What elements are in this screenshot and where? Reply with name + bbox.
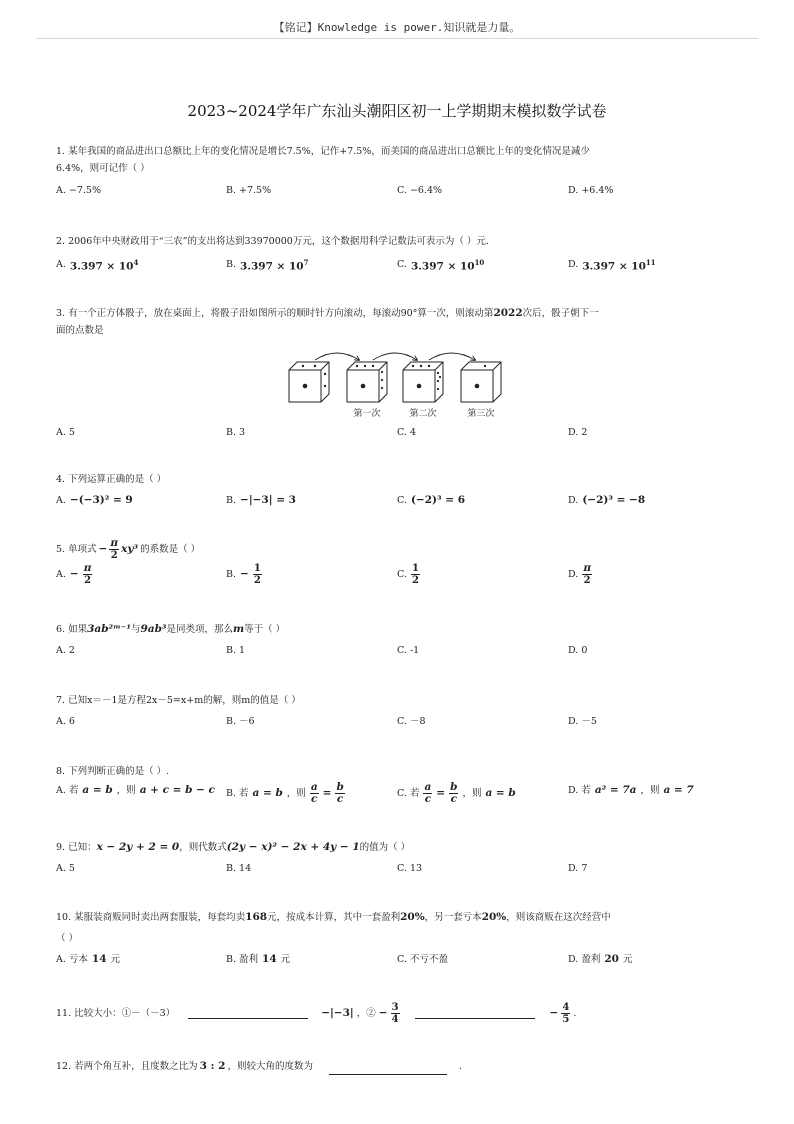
math-exponent: 11 xyxy=(645,258,656,267)
roll-arrow-1 xyxy=(315,353,359,360)
text: B. 若 xyxy=(226,788,249,799)
text: A. 若 xyxy=(56,785,79,796)
option-math: −(−3)² = 9 xyxy=(69,494,133,506)
text: 是同类项，那么 xyxy=(166,624,234,635)
q1-options xyxy=(56,182,746,204)
dice-4 xyxy=(461,362,501,402)
text: ，则该商贩在这次经营中 xyxy=(506,912,611,923)
option-math xyxy=(582,254,655,276)
q5-option-d xyxy=(568,563,592,586)
math: a + c = b − c xyxy=(139,784,215,796)
question-12 xyxy=(56,1058,746,1075)
text: ，则 xyxy=(116,785,136,796)
q3-options xyxy=(56,424,746,446)
math-base: 3.397 × 10 xyxy=(582,260,646,273)
q10-options xyxy=(56,951,746,973)
q9-option-b: B. 14 xyxy=(226,863,252,874)
option-label: C. xyxy=(397,259,407,271)
text: ，则 xyxy=(462,788,482,799)
q3-option-b: B. 3 xyxy=(226,427,246,438)
text: D. 盈利 xyxy=(568,954,601,965)
fraction xyxy=(253,563,262,586)
roll-arrow-2 xyxy=(373,353,417,360)
option-math xyxy=(240,254,308,276)
numerator: π xyxy=(110,537,119,549)
math-expr: −|−3| xyxy=(321,1007,354,1019)
denominator: 5 xyxy=(562,1014,570,1025)
q7-option-a: A. 6 xyxy=(56,716,75,727)
q4-options xyxy=(56,492,746,514)
fraction xyxy=(449,782,458,805)
option-label: D. xyxy=(568,259,579,271)
equals: = xyxy=(322,787,332,799)
text: 3. 有一个正方体骰子，放在桌面上，将骰子沿如图所示的顺时针方向滚动，每滚动90°算一次，则滚动第 xyxy=(56,308,494,319)
denominator: c xyxy=(424,793,432,805)
option-label: B. xyxy=(226,569,237,580)
option-label: C. xyxy=(397,495,407,506)
fraction xyxy=(411,563,420,586)
denominator: c xyxy=(450,793,457,805)
equals: = xyxy=(436,787,446,799)
question-10 xyxy=(56,909,746,973)
dice-3 xyxy=(403,362,443,402)
q10-option-c: C. 不亏不盈 xyxy=(397,954,448,965)
q1-option-a: A. −7.5% xyxy=(56,185,101,196)
text: 元 xyxy=(622,954,633,965)
math: a = b xyxy=(82,784,113,796)
q9-options xyxy=(56,860,746,882)
text: A. 亏本 xyxy=(56,954,88,965)
math-number: 20 xyxy=(604,953,619,965)
fraction-4-5 xyxy=(561,1002,570,1025)
math-exponent: 10 xyxy=(474,258,485,267)
q5-option-b xyxy=(226,563,262,586)
q6-option-a: A. 2 xyxy=(56,645,75,656)
minus-sign: − xyxy=(549,1007,559,1019)
fraction xyxy=(83,563,93,586)
q6-option-c: C. -1 xyxy=(397,645,420,656)
q10-line2: （ ） xyxy=(56,933,79,944)
question-1 xyxy=(56,143,746,204)
math-base: 3.397 × 10 xyxy=(240,260,304,273)
q4-option-a xyxy=(56,492,133,509)
q7-text: 7. 已知x＝－1是方程2x－5=x+m的解，则m的值是（ ） xyxy=(56,695,301,706)
denominator: 2 xyxy=(583,575,591,586)
question-4 xyxy=(56,471,746,514)
q11-answer-blank-2[interactable] xyxy=(415,1008,535,1019)
fraction-pi-over-2 xyxy=(109,538,119,561)
denominator: c xyxy=(336,793,344,805)
q11-text xyxy=(56,1002,746,1025)
q1-option-c: C. −6.4% xyxy=(397,185,443,196)
text: D. 若 xyxy=(568,785,591,796)
minus-sign: − xyxy=(240,568,249,580)
q3-line2: 面的点数是 xyxy=(56,325,104,336)
numerator: 4 xyxy=(562,1002,570,1013)
q1-line2: 6.4%，则可记作（ ） xyxy=(56,163,150,174)
q11-answer-blank-1[interactable] xyxy=(188,1008,308,1019)
q7-option-d: D. －5 xyxy=(568,716,597,727)
q8-option-c xyxy=(397,782,516,805)
math-exponent: 7 xyxy=(303,258,309,267)
option-math xyxy=(70,254,138,276)
minus-sign: − xyxy=(69,568,79,580)
minus-sign: − xyxy=(98,543,108,555)
q7-option-b: B. －6 xyxy=(226,716,255,727)
numerator: π xyxy=(83,562,92,574)
math: a = b xyxy=(252,787,283,799)
denominator: 2 xyxy=(84,575,92,586)
question-9 xyxy=(56,839,746,882)
math-number: 168 xyxy=(245,911,268,923)
text: ，另一套亏本 xyxy=(424,912,482,923)
text: 元，按成本计算，其中一套盈利 xyxy=(267,912,401,923)
q8-option-d xyxy=(568,782,694,799)
q8-text: 8. 下列判断正确的是（ ）. xyxy=(56,766,170,777)
monomial: xy³ xyxy=(121,543,139,555)
q3-option-d: D. 2 xyxy=(568,427,588,438)
text: 次后，骰子朝下一 xyxy=(522,308,599,319)
math-number: 20% xyxy=(481,911,507,923)
roll-arrow-3 xyxy=(429,353,475,360)
math-base: 3.397 × 10 xyxy=(69,260,134,273)
text: ，② xyxy=(356,1008,376,1019)
q5-text xyxy=(56,538,746,561)
math-exponent: 4 xyxy=(133,258,139,267)
math-number: 2022 xyxy=(493,307,523,319)
option-math: −|−3| = 3 xyxy=(240,494,296,506)
option-math xyxy=(411,254,484,276)
q4-option-b xyxy=(226,492,296,509)
fraction xyxy=(335,782,344,805)
fraction-3-4 xyxy=(391,1002,400,1025)
q8-option-a xyxy=(56,782,215,799)
denominator: 2 xyxy=(253,575,261,586)
header-text: 【铭记】Knowledge is power.知识就是力量。 xyxy=(273,21,521,34)
option-math: (−2)³ = −8 xyxy=(582,494,646,506)
minus-sign: − xyxy=(378,1007,388,1019)
text: 5. 单项式 xyxy=(56,544,97,555)
q3-option-a: A. 5 xyxy=(56,427,75,438)
math: a = b xyxy=(485,787,516,799)
text: 12. 若两个角互补，且度数之比为 xyxy=(56,1061,198,1072)
numerator: a xyxy=(424,781,432,793)
q9-option-a: A. 5 xyxy=(56,863,75,874)
question-8 xyxy=(56,763,746,810)
option-label: B. xyxy=(226,495,237,506)
text: ，则 xyxy=(640,785,660,796)
caption-third: 第三次 xyxy=(467,408,495,418)
page-title: 2023~2024学年广东汕头潮阳区初一上学期期末模拟数学试卷 xyxy=(187,102,607,120)
numerator: 1 xyxy=(411,563,419,574)
q2-text: 2. 2006年中央财政用于“三农”的支出将达到33970000万元，这个数据用科学记数法可表示为（ ）元. xyxy=(56,236,489,247)
question-7 xyxy=(56,692,746,735)
q3-line1 xyxy=(56,305,746,322)
numerator: π xyxy=(583,562,591,574)
q10-line1 xyxy=(56,909,746,926)
text: ，则代数式 xyxy=(179,842,227,853)
q9-option-d: D. 7 xyxy=(568,863,588,874)
option-label: A. xyxy=(56,495,66,506)
q10-option-b xyxy=(226,951,290,968)
math-var: m xyxy=(233,623,245,635)
denominator: c xyxy=(311,793,318,805)
question-5 xyxy=(56,538,746,589)
text: . xyxy=(458,1061,462,1072)
q2-option-c xyxy=(397,254,484,276)
q1-option-d: D. +6.4% xyxy=(568,185,614,196)
q3-option-c: C. 4 xyxy=(397,427,417,438)
q6-options xyxy=(56,642,746,664)
header-divider xyxy=(36,38,758,39)
dice-2 xyxy=(347,362,387,402)
option-label: C. xyxy=(397,569,407,580)
option-math: (−2)³ = 6 xyxy=(410,494,466,506)
option-label: D. xyxy=(568,495,579,506)
numerator: 3 xyxy=(391,1002,399,1013)
option-label: D. xyxy=(568,569,579,580)
q6-text xyxy=(56,621,746,638)
question-11 xyxy=(56,1002,746,1025)
q5-option-c xyxy=(397,563,420,586)
q9-option-c: C. 13 xyxy=(397,863,423,874)
math-expr: x − 2y + 2 = 0 xyxy=(96,841,180,853)
q7-options xyxy=(56,713,746,735)
option-label: A. xyxy=(56,569,66,580)
numerator: 1 xyxy=(253,563,261,574)
math-expr: (2y − x)² − 2x + 4y − 1 xyxy=(226,841,360,853)
text: . xyxy=(573,1008,577,1019)
q6-option-d: D. 0 xyxy=(568,645,588,656)
text: 6. 如果 xyxy=(56,624,88,635)
question-3 xyxy=(56,305,746,339)
math: a = 7 xyxy=(663,784,694,796)
math-base: 3.397 × 10 xyxy=(410,260,475,273)
denominator: 2 xyxy=(110,550,118,561)
math: a² = 7a xyxy=(594,784,637,796)
q5-option-a xyxy=(56,563,92,586)
q6-option-b: B. 1 xyxy=(226,645,246,656)
denominator: 4 xyxy=(391,1014,399,1025)
math-expr: 3ab²ᵐ⁻¹ xyxy=(87,623,131,635)
q1-option-b: B. +7.5% xyxy=(226,185,272,196)
math-expr: 9ab³ xyxy=(140,623,167,635)
q8-options xyxy=(56,782,746,810)
fraction xyxy=(582,563,592,586)
denominator: 2 xyxy=(411,575,419,586)
math-ratio: 3 : 2 xyxy=(199,1060,226,1072)
dice-1 xyxy=(289,362,329,402)
text: ，则 xyxy=(286,788,306,799)
text: 11. 比较大小：①－（－3） xyxy=(56,1008,176,1019)
fraction xyxy=(310,782,319,805)
q4-option-c xyxy=(397,492,465,509)
q9-text xyxy=(56,839,746,856)
numerator: b xyxy=(336,781,344,793)
text: B. 盈利 xyxy=(226,954,259,965)
text: 10. 某服装商贩同时卖出两套服装，每套均卖 xyxy=(56,912,246,923)
caption-first: 第一次 xyxy=(353,408,381,418)
q7-option-c: C. －8 xyxy=(397,716,426,727)
dice-rolling-figure xyxy=(285,352,525,424)
question-2 xyxy=(56,233,746,276)
numerator: b xyxy=(450,781,458,793)
math-number: 20% xyxy=(400,911,425,923)
q2-option-d xyxy=(568,254,656,276)
text: 的值为（ ） xyxy=(359,842,411,853)
q10-option-a xyxy=(56,951,120,968)
text: 与 xyxy=(130,624,141,635)
math-number: 14 xyxy=(91,953,107,965)
q2-option-a xyxy=(56,254,138,276)
text: 9. 已知： xyxy=(56,842,97,853)
q12-text xyxy=(56,1058,746,1075)
option-label: B. xyxy=(226,259,237,271)
caption-second: 第二次 xyxy=(409,408,437,418)
option-label: A. xyxy=(56,259,66,271)
fraction xyxy=(423,782,432,805)
math-number: 14 xyxy=(262,953,277,965)
text: 元 xyxy=(110,954,121,965)
question-6 xyxy=(56,621,746,664)
q2-options xyxy=(56,254,746,276)
q8-option-b xyxy=(226,782,345,805)
text: C. 若 xyxy=(397,788,420,799)
q4-text: 4. 下列运算正确的是（ ） xyxy=(56,474,167,485)
numerator: a xyxy=(310,781,318,793)
q12-answer-blank[interactable] xyxy=(329,1063,447,1075)
text: 等于（ ） xyxy=(244,624,286,635)
q10-option-d xyxy=(568,951,632,968)
q4-option-d xyxy=(568,492,645,509)
text: 元 xyxy=(280,954,291,965)
q1-line1: 1. 某年我国的商品进出口总额比上年的变化情况是增长7.5%，记作+7.5%，而美国的商品进出口总额比上年的变化情况是减少 xyxy=(56,146,590,157)
text: ，则较大角的度数为 xyxy=(227,1061,313,1072)
text: 的系数是（ ） xyxy=(140,544,201,555)
q2-option-b xyxy=(226,254,309,276)
question-3-options xyxy=(56,424,746,446)
q5-options xyxy=(56,563,746,589)
